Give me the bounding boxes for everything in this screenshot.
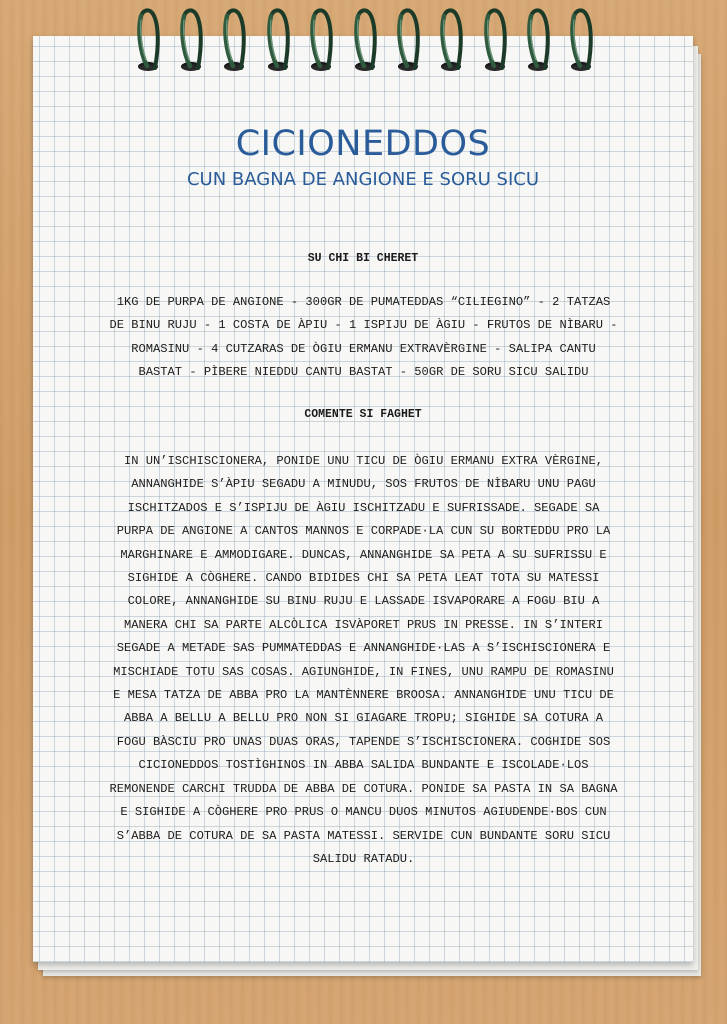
method-line: MISCHIADE TOTU SAS COSAS. AGIUNGHIDE, IN FINES, UNU RAMPU DE ROMASINU (113, 664, 614, 679)
method-line: IN UN’ISCHISCIONERA, PONIDE UNU TICU DE ÒGIU ERMANU EXTRA VÈRGINE, (124, 454, 603, 468)
method-line: FOGU BÀSCIU PRO UNAS DUAS ORAS, TAPENDE S’ISCHISCIONERA. COGHIDE SOS (116, 734, 611, 749)
method-line: E SIGHIDE A CÒGHERE PRO PRUS O MANCU DUOS MINUTOS AGIUDENDE·BOS CUN (120, 805, 607, 820)
spiral-ring-icon (135, 6, 161, 72)
ingredients-heading: SU CHI BI CHERET (307, 252, 419, 265)
spiral-ring-icon (525, 6, 551, 72)
spiral-ring-icon (178, 6, 204, 72)
spiral-ring-icon (395, 6, 421, 72)
spiral-ring-icon (308, 6, 334, 72)
method-line: CICIONEDDOS TOSTÌGHINOS IN ABBA SALIDA BUNDANTE E ISCOLADE·LOS (138, 758, 589, 773)
method-line: SALIDU RATADU. (312, 851, 415, 866)
method-line: REMONENDE CARCHI TRUDDA DE ABBA DE COTURA. PONIDE SA PASTA IN SA BAGNA (109, 781, 618, 796)
spiral-ring-icon (265, 6, 291, 72)
method-line: ABBA A BELLU A BELLU PRO NON SI GIAGARE TROPU; SIGHIDE SA COTURA A (124, 711, 603, 726)
recipe-title: CICIONEDDOS (235, 124, 491, 164)
spiral-ring-icon (482, 6, 508, 72)
method-line: S’ABBA DE COTURA DE SA PASTA MATESSI. SERVIDE CUN BUNDANTE SORU SICU (116, 828, 611, 843)
spiral-ring-icon (221, 6, 247, 72)
method-heading: COMENTE SI FAGHET (304, 408, 422, 421)
ingredients-line: BASTAT - PÌBERE NIEDDU CANTU BASTAT - 50GR DE SORU SICU SALIDU (138, 365, 589, 380)
spiral-ring-icon (568, 6, 594, 72)
method-line: PURPA DE ANGIONE A CANTOS MANNOS E CORPADE·LA CUN SU BORTEDDU PRO LA (116, 524, 611, 539)
ingredients-line: DE BINU RUJU - 1 COSTA DE ÀPIU - 1 ISPIJU DE ÀGIU - FRUTOS DE NÌBARU - (109, 318, 618, 333)
method-line: MARGHINARE E AMMODIGARE. DUNCAS, ANNANGHIDE SA PETA A SU SUFRISSU E (120, 547, 607, 562)
spiral-ring-icon (438, 6, 464, 72)
method-line: MANERA CHI SA PARTE ALCÒLICA ISVÀPORET PRUS IN PRESSE. IN S’INTERI (124, 617, 603, 632)
method-text (72, 450, 655, 871)
method-line: ISCHITZADOS E S’ISPIJU DE ÀGIU ISCHITZADU E SUFRISSADE. SEGADE SA (127, 500, 600, 515)
ingredients-line: 1KG DE PURPA DE ANGIONE - 300GR DE PUMATEDDAS “CILIEGINO” - 2 TATZAS (116, 295, 611, 309)
ingredients-line: ROMASINU - 4 CUTZARAS DE ÒGIU ERMANU EXTRAVÈRGINE - SALIPA CANTU (131, 341, 596, 356)
recipe-subtitle: CUN BAGNA DE ANGIONE E SORU SICU (186, 169, 539, 190)
method-line: E MESA TATZA DE ABBA PRO LA MANTÈNNERE BROOSA. ANNANGHIDE UNU TICU DE (113, 688, 614, 703)
method-line: SEGADE A METADE SAS PUMMATEDDAS E ANNANGHIDE·LAS A S’ISCHISCIONERA E (116, 641, 611, 656)
method-line: SIGHIDE A CÒGHERE. CANDO BIDIDES CHI SA PETA LEAT TOTA SU MATESSI (127, 571, 600, 586)
method-line: ANNANGHIDE S’ÀPIU SEGADU A MINUDU, SOS FRUTOS DE NÌBARU UNU PAGU (131, 477, 596, 492)
method-line: COLORE, ANNANGHIDE SU BINU RUJU E LASSADE ISVAPORARE A FOGU BIU A (127, 594, 600, 609)
spiral-binding (0, 0, 727, 90)
ingredients-text (72, 291, 655, 385)
spiral-ring-icon (352, 6, 378, 72)
